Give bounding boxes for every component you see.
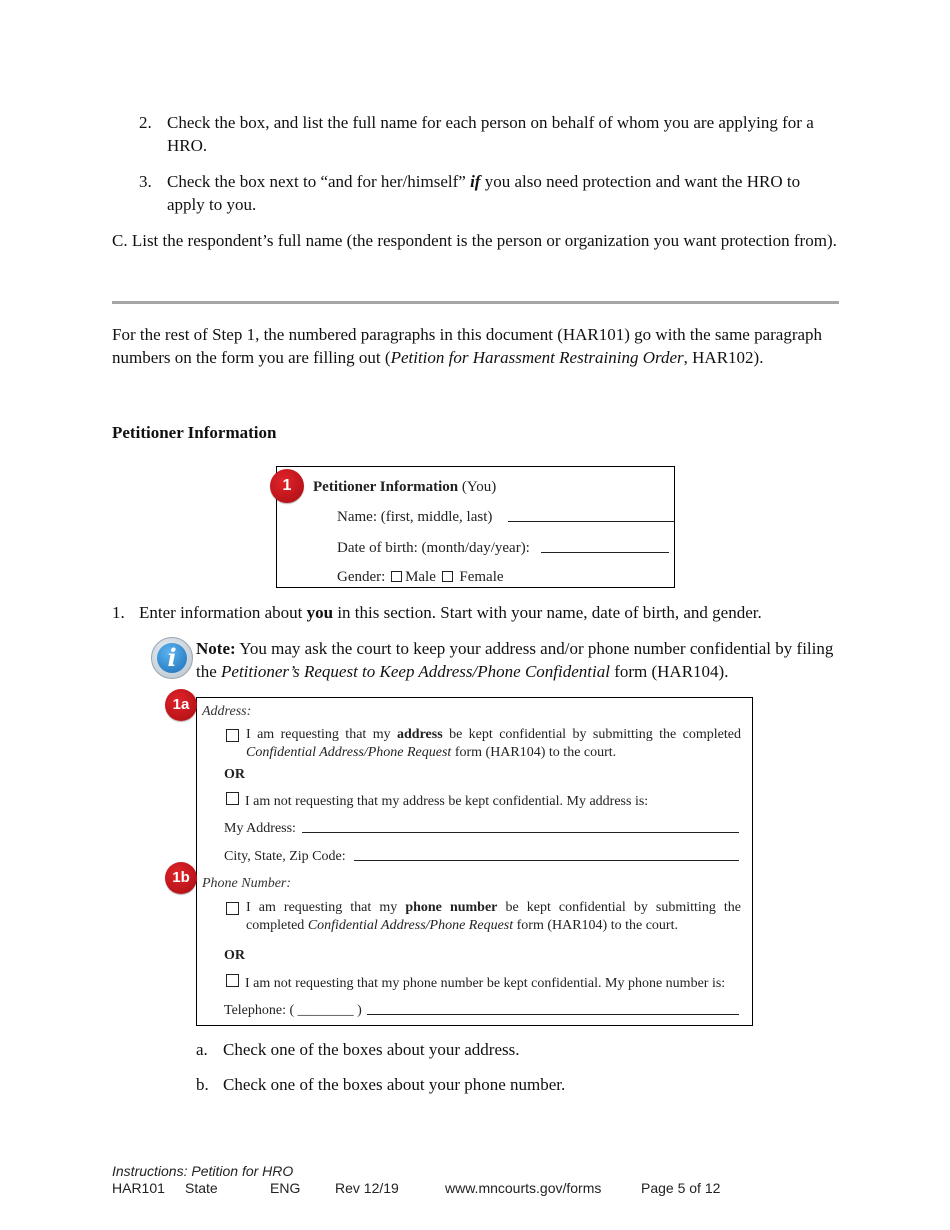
sub-item-b-letter: b. [196, 1075, 209, 1094]
footer-title: Instructions: Petition for HRO [112, 1163, 294, 1179]
note-text: Note: You may ask the court to keep your address and/or phone number confidential by filing the Petitioner’s Request to Keep Address/Phone Confidential form (HAR104). [196, 639, 834, 681]
address-not-confidential-checkbox-icon [226, 792, 239, 805]
footer-jurisdiction: State [185, 1180, 218, 1196]
phone-not-confidential-checkbox-icon [226, 974, 239, 987]
female-checkbox-icon [442, 571, 453, 582]
item-2-number: 2. [139, 113, 152, 132]
my-address-line [302, 832, 739, 833]
phone-confidential-option: I am requesting that my phone number be kept confidential by submitting the completed Confidential Address/Phone Request form (HAR104) to the court. [246, 900, 741, 933]
step-1-number: 1. [112, 603, 125, 622]
footer-language: ENG [270, 1180, 301, 1196]
phone-confidential-checkbox-icon [226, 902, 239, 915]
item-c-text: C. List the respondent’s full name (the respondent is the person or organization you want protection from). [112, 231, 837, 250]
badge-1a: 1a [165, 689, 197, 721]
badge-1: 1 [270, 469, 304, 503]
badge-1b: 1b [165, 862, 197, 894]
city-state-zip-label: City, State, Zip Code: [224, 849, 346, 864]
or-label-address: OR [224, 767, 245, 782]
footer-revision: Rev 12/19 [335, 1180, 399, 1196]
phone-heading: Phone Number: [202, 876, 292, 891]
my-address-label: My Address: [224, 821, 296, 836]
sub-item-a-letter: a. [196, 1040, 208, 1059]
item-2-text: Check the box, and list the full name for each person on behalf of whom you are applying for a HRO. [167, 113, 814, 155]
item-3-number: 3. [139, 172, 152, 191]
info-icon: i [151, 637, 193, 679]
address-heading: Address: [202, 704, 252, 719]
address-not-confidential-option: I am not requesting that my address be kept confidential. My address is: [245, 794, 649, 809]
phone-not-confidential-option: I am not requesting that my phone number be kept confidential. My phone number is: [245, 976, 726, 991]
name-line [508, 521, 674, 522]
contact-form-excerpt [196, 697, 753, 1026]
name-label: Name: (first, middle, last) [337, 509, 493, 525]
sub-item-a-text: Check one of the boxes about your address. [223, 1040, 520, 1059]
section-divider [112, 301, 839, 304]
dob-label: Date of birth: (month/day/year): [337, 540, 530, 556]
sub-item-b-text: Check one of the boxes about your phone number. [223, 1075, 566, 1094]
item-3-text: Check the box next to “and for her/himself” if you also need protection and want the HRO to apply to you. [167, 172, 801, 214]
footer-form-id: HAR101 [112, 1180, 165, 1196]
footer-website-link[interactable]: www.mncourts.gov/forms [445, 1180, 602, 1196]
telephone-label: Telephone: ( ________ ) [224, 1003, 362, 1018]
dob-line [541, 552, 669, 553]
telephone-line [367, 1014, 739, 1015]
gender-row: Gender: Male Female [337, 569, 504, 585]
petitioner-form-excerpt [276, 466, 675, 588]
male-checkbox-icon [391, 571, 402, 582]
step-1-text: Enter information about you in this section. Start with your name, date of birth, and gender. [139, 603, 762, 622]
or-label-phone: OR [224, 948, 245, 963]
section-heading: Petitioner Information [112, 423, 277, 442]
petitioner-form-title: Petitioner Information (You) [313, 479, 497, 495]
footer-page-number: Page 5 of 12 [641, 1180, 721, 1196]
city-state-zip-line [354, 860, 739, 861]
intro-paragraph: For the rest of Step 1, the numbered paragraphs in this document (HAR101) go with the same paragraph numbers on the form you are filling out (Petition for Harassment Restraining Order, HAR102). [112, 325, 823, 367]
address-confidential-option: I am requesting that my address be kept confidential by submitting the completed Confidential Address/Phone Request form (HAR104) to the court. [246, 727, 741, 760]
address-confidential-checkbox-icon [226, 729, 239, 742]
